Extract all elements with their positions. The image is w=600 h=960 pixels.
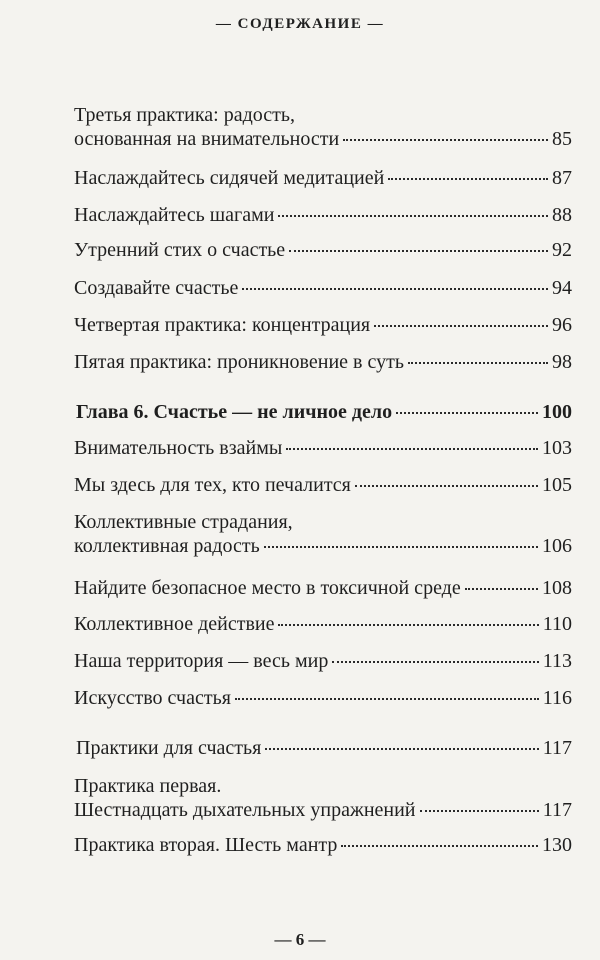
toc-entry-title: Наслаждайтесь шагами <box>74 204 275 226</box>
toc-entry <box>74 833 572 857</box>
toc-entry-title: Практика вторая. Шесть мантр <box>74 834 338 856</box>
dot-leader <box>341 845 538 847</box>
toc-entry <box>74 436 572 460</box>
toc-entry-title: Найдите безопасное место в токсичной среде <box>74 577 461 599</box>
toc-entry-page: 87 <box>552 167 572 189</box>
toc-entry-title: Шестнадцать дыхательных упражнений <box>74 799 416 821</box>
toc-entry-page: 88 <box>552 204 572 226</box>
toc-entry-title: Мы здесь для тех, кто печалится <box>74 474 351 496</box>
toc-entry <box>74 238 572 262</box>
toc-entry-title-line: Коллективные страдания, <box>74 511 293 533</box>
toc-entry-title-line: Практика первая. <box>74 775 222 797</box>
toc-entry <box>74 612 572 636</box>
toc-entry-page: 106 <box>542 535 572 557</box>
dot-leader <box>286 448 538 450</box>
dot-leader <box>374 325 548 327</box>
toc-entry-page: 108 <box>542 577 572 599</box>
toc-entry <box>74 350 572 374</box>
dot-leader <box>278 215 548 217</box>
dot-leader <box>343 139 548 141</box>
dot-leader <box>388 178 548 180</box>
toc-entry <box>74 203 572 227</box>
dot-leader <box>396 412 538 414</box>
toc-entry-page: 94 <box>552 277 572 299</box>
toc-entry-page: 85 <box>552 128 572 150</box>
dot-leader <box>289 250 548 252</box>
toc-entry <box>74 774 572 822</box>
toc-entry <box>74 510 572 558</box>
toc-entry-page: 116 <box>542 687 572 709</box>
running-header: — СОДЕРЖАНИЕ — <box>215 16 385 32</box>
dot-leader <box>465 588 538 590</box>
dot-leader <box>242 288 548 290</box>
toc-entry-page: 98 <box>552 351 572 373</box>
toc-entry-page: 96 <box>552 314 572 336</box>
page-number: — 6 — <box>274 930 326 949</box>
toc-entry-title: Практики для счастья <box>76 737 262 759</box>
toc-chapter-entry <box>76 400 572 424</box>
toc-entry-page: 105 <box>542 474 572 496</box>
toc-entry <box>74 649 572 673</box>
toc-entry-title: коллективная радость <box>74 535 260 557</box>
toc-entry <box>74 166 572 190</box>
toc-section-entry <box>76 736 572 760</box>
dot-leader <box>408 362 548 364</box>
toc-entry-page: 117 <box>542 799 572 821</box>
toc-entry-page: 100 <box>542 401 572 423</box>
toc-entry-title: Создавайте счастье <box>74 277 239 299</box>
toc-entry <box>74 276 572 300</box>
dot-leader <box>355 485 538 487</box>
toc-entry-title: Глава 6. Счастье — не личное дело <box>76 401 393 423</box>
toc-entry-page: 110 <box>542 613 572 635</box>
dot-leader <box>420 810 539 812</box>
dot-leader <box>265 748 538 750</box>
toc-entry-title: Четвертая практика: концентрация <box>74 314 371 336</box>
toc-entry <box>74 473 572 497</box>
toc-entry <box>74 103 572 151</box>
toc-entry-page: 113 <box>542 650 572 672</box>
toc-entry-title: Коллективное действие <box>74 613 275 635</box>
toc-entry-page: 130 <box>542 834 572 856</box>
toc-entry-title-line: Третья практика: радость, <box>74 104 296 126</box>
dot-leader <box>235 698 539 700</box>
toc-entry-page: 117 <box>542 737 572 759</box>
toc-entry-page: 103 <box>542 437 572 459</box>
toc-entry-title: Наслаждайтесь сидячей медитацией <box>74 167 385 189</box>
toc-entry <box>74 686 572 710</box>
toc-entry-title: Искусство счастья <box>74 687 231 709</box>
toc-entry <box>74 313 572 337</box>
dot-leader <box>278 624 538 626</box>
toc-entry-title: Внимательность взаймы <box>74 437 283 459</box>
dot-leader <box>264 546 538 548</box>
toc-entry-title: Наша территория — весь мир <box>74 650 329 672</box>
toc-entry-title: Утренний стих о счастье <box>74 239 286 261</box>
toc-entry-title: основанная на внимательности <box>74 128 340 150</box>
toc-entry-page: 92 <box>552 239 572 261</box>
toc-entry-title: Пятая практика: проникновение в суть <box>74 351 404 373</box>
toc-entry <box>74 576 572 600</box>
dot-leader <box>332 661 538 663</box>
